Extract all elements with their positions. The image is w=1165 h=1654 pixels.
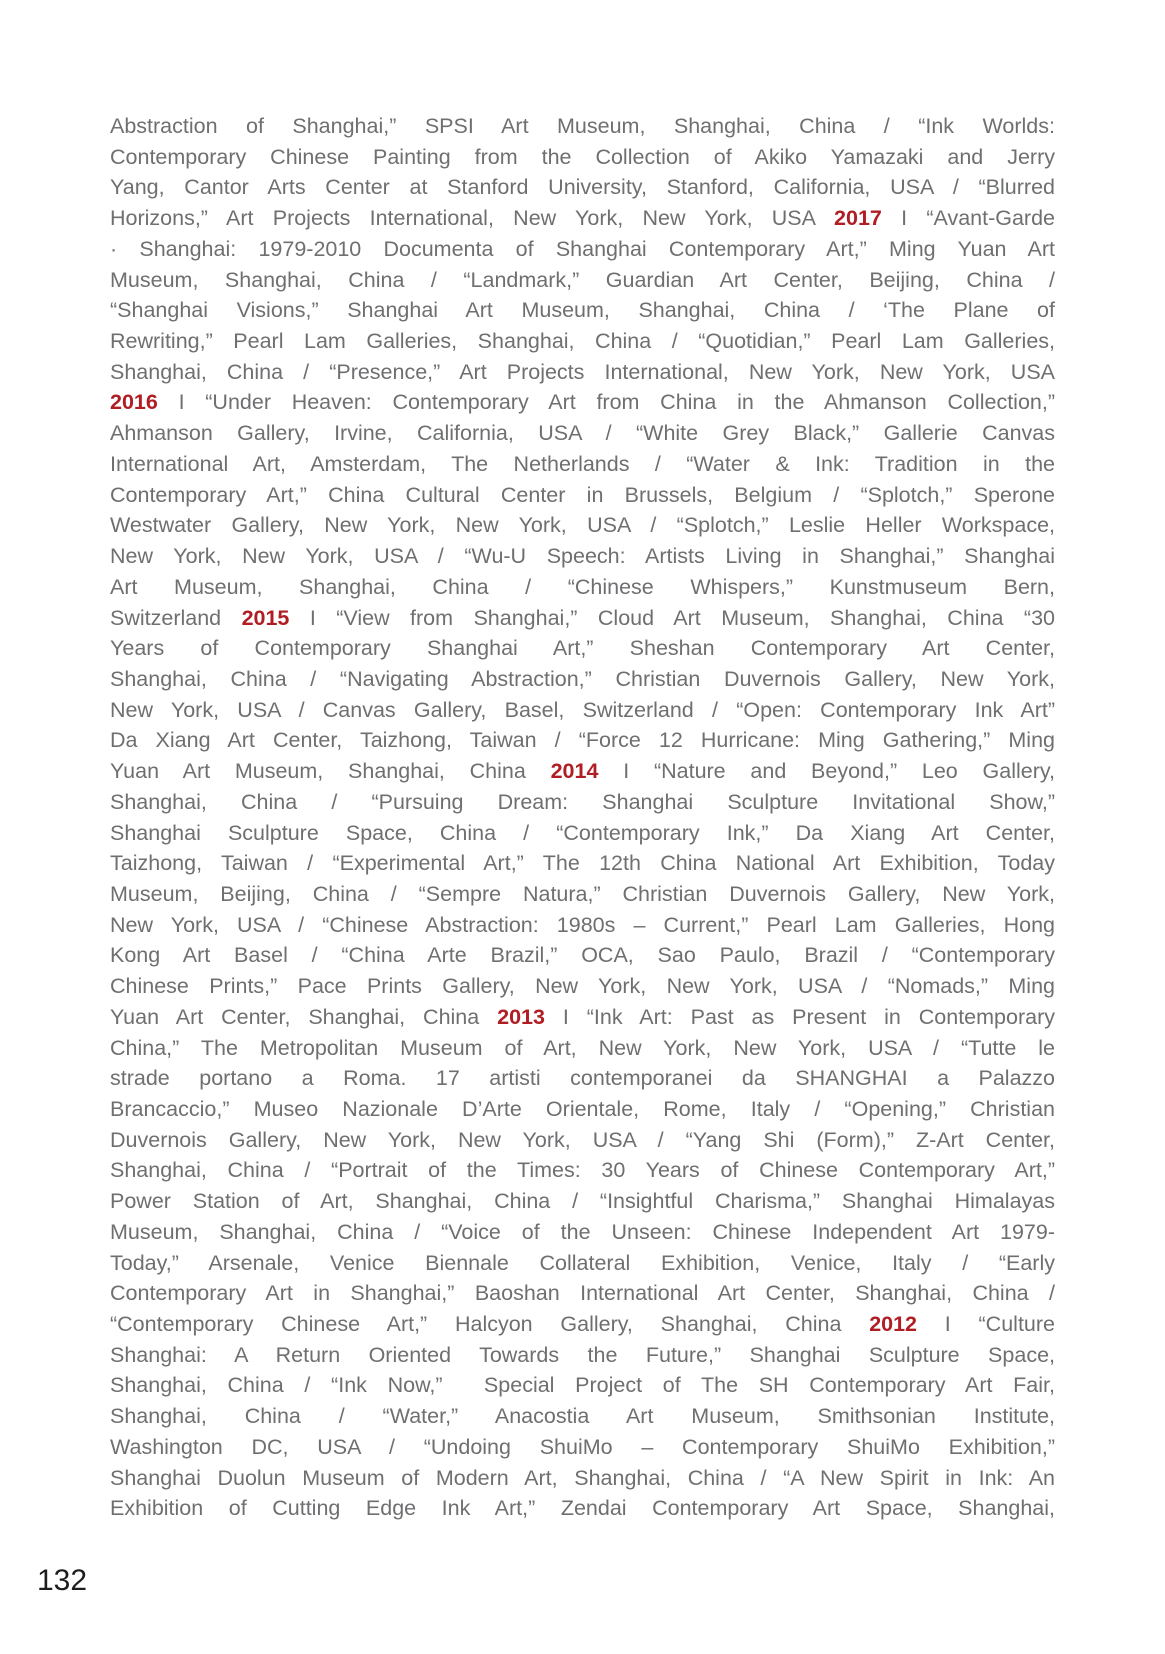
text-segment: Shanghai, China / “Navigating Abstraction,” Christian Duvernois Gallery, New York, <box>110 666 1055 691</box>
text-segment: China,” The Metropolitan Museum of Art, New York, New York, USA / “Tutte le <box>110 1035 1055 1060</box>
text-segment: Yang, Cantor Arts Center at Stanford University, Stanford, California, USA / “Blurred <box>110 175 1055 200</box>
text-segment: “Shanghai Visions,” Shanghai Art Museum, Shanghai, China / ‘The Plane of <box>110 298 1055 323</box>
text-line <box>110 879 1055 910</box>
text-segment: Contemporary Art,” China Cultural Center in Brussels, Belgium / “Splotch,” Sperone <box>110 482 1055 507</box>
text-segment: strade portano a Roma. 17 artisti contemporanei da SHANGHAI a Palazzo <box>110 1066 1055 1091</box>
text-segment: Contemporary Art in Shanghai,” Baoshan International Art Center, Shanghai, China / <box>110 1281 1055 1306</box>
text-line <box>110 510 1055 541</box>
text-line <box>110 695 1055 726</box>
text-line <box>110 541 1055 572</box>
text-segment: · Shanghai: 1979-2010 Documenta of Shanghai Contemporary Art,” Ming Yuan Art <box>110 236 1055 261</box>
text-line <box>110 418 1055 449</box>
year-marker: 2014 <box>550 759 599 784</box>
text-line <box>110 234 1055 265</box>
text-segment: Kong Art Basel / “China Arte Brazil,” OCA, Sao Paulo, Brazil / “Contemporary <box>110 943 1055 968</box>
exhibition-history-text <box>110 111 1055 1524</box>
text-line <box>110 787 1055 818</box>
text-line <box>110 203 1055 234</box>
text-line <box>110 1340 1055 1371</box>
text-line <box>110 1463 1055 1494</box>
text-line <box>110 265 1055 296</box>
text-line <box>110 848 1055 879</box>
text-segment: Exhibition of Cutting Edge Ink Art,” Zendai Contemporary Art Space, Shanghai, <box>110 1496 1055 1521</box>
year-marker: 2012 <box>869 1312 918 1337</box>
text-segment: Westwater Gallery, New York, New York, USA / “Splotch,” Leslie Heller Workspace, <box>110 513 1055 538</box>
text-line <box>110 725 1055 756</box>
text-segment: I “Culture <box>917 1312 1055 1337</box>
text-line <box>110 172 1055 203</box>
text-segment: International Art, Amsterdam, The Netherlands / “Water & Ink: Tradition in the <box>110 451 1055 476</box>
text-line <box>110 971 1055 1002</box>
text-line <box>110 664 1055 695</box>
text-line <box>110 142 1055 173</box>
text-segment: Yuan Art Center, Shanghai, China <box>110 1004 498 1029</box>
text-segment: Switzerland <box>110 605 242 630</box>
text-segment: Museum, Beijing, China / “Sempre Natura,” Christian Duvernois Gallery, New York, <box>110 881 1055 906</box>
text-line <box>110 572 1055 603</box>
text-line <box>110 1309 1055 1340</box>
text-line <box>110 449 1055 480</box>
text-segment: Taizhong, Taiwan / “Experimental Art,” The 12th China National Art Exhibition, Today <box>110 851 1055 876</box>
text-line <box>110 1063 1055 1094</box>
text-segment: Chinese Prints,” Pace Prints Gallery, New York, New York, USA / “Nomads,” Ming <box>110 974 1055 999</box>
text-segment: I “Avant-Garde <box>881 206 1055 231</box>
text-segment: I “Nature and Beyond,” Leo Gallery, <box>598 759 1055 784</box>
text-segment: Yuan Art Museum, Shanghai, China <box>110 759 551 784</box>
text-line <box>110 940 1055 971</box>
text-segment: Shanghai Sculpture Space, China / “Contemporary Ink,” Da Xiang Art Center, <box>110 820 1055 845</box>
text-segment: Shanghai, China / “Portrait of the Times: 30 Years of Chinese Contemporary Art,” <box>110 1158 1055 1183</box>
page-number: 132 <box>37 1564 88 1597</box>
text-line <box>110 910 1055 941</box>
text-line <box>110 603 1055 634</box>
year-marker: 2016 <box>110 390 158 415</box>
text-line <box>110 357 1055 388</box>
text-line <box>110 1401 1055 1432</box>
text-line <box>110 756 1055 787</box>
text-segment: Shanghai: A Return Oriented Towards the Future,” Shanghai Sculpture Space, <box>110 1342 1055 1367</box>
text-segment: Ahmanson Gallery, Irvine, California, USA / “White Grey Black,” Gallerie Canvas <box>110 421 1055 446</box>
text-segment: Today,” Arsenale, Venice Biennale Collateral Exhibition, Venice, Italy / “Early <box>110 1250 1055 1275</box>
text-segment: Abstraction of Shanghai,” SPSI Art Museum, Shanghai, China / “Ink Worlds: <box>110 114 1055 138</box>
text-segment: “Contemporary Chinese Art,” Halcyon Gallery, Shanghai, China <box>110 1312 870 1337</box>
text-segment: Brancaccio,” Museo Nazionale D’Arte Orientale, Rome, Italy / “Opening,” Christian <box>110 1097 1055 1121</box>
text-segment: Contemporary Chinese Painting from the Collection of Akiko Yamazaki and Jerry <box>110 144 1055 169</box>
text-segment: Museum, Shanghai, China / “Landmark,” Guardian Art Center, Beijing, China / <box>110 267 1055 292</box>
year-marker: 2015 <box>241 605 290 630</box>
text-segment: I “Ink Art: Past as Present in Contemporary <box>544 1004 1055 1029</box>
text-line <box>110 1217 1055 1248</box>
text-line <box>110 326 1055 357</box>
text-segment: Years of Contemporary Shanghai Art,” Sheshan Contemporary Art Center, <box>110 636 1055 661</box>
text-line <box>110 1370 1055 1401</box>
text-line <box>110 111 1055 142</box>
text-segment: New York, New York, USA / “Wu-U Speech: Artists Living in Shanghai,” Shanghai <box>110 544 1055 569</box>
year-marker: 2013 <box>497 1004 545 1029</box>
text-line <box>110 1248 1055 1279</box>
text-segment: Shanghai, China / “Pursuing Dream: Shanghai Sculpture Invitational Show,” <box>110 789 1055 814</box>
text-segment: Shanghai Duolun Museum of Modern Art, Shanghai, China / “A New Spirit in Ink: An <box>110 1465 1055 1490</box>
text-line <box>110 1493 1055 1524</box>
text-line <box>110 387 1055 418</box>
text-line <box>110 818 1055 849</box>
text-segment: Shanghai, China / “Presence,” Art Projects International, New York, New York, USA <box>110 359 1055 384</box>
text-line <box>110 1432 1055 1463</box>
text-line <box>110 295 1055 326</box>
text-segment: Rewriting,” Pearl Lam Galleries, Shanghai, China / “Quotidian,” Pearl Lam Galleries, <box>110 329 1055 354</box>
text-segment: Da Xiang Art Center, Taizhong, Taiwan / “Force 12 Hurricane: Ming Gathering,” Ming <box>110 728 1055 753</box>
text-segment: I “View from Shanghai,” Cloud Art Museum, Shanghai, China “30 <box>289 605 1055 630</box>
text-segment: Shanghai, China / “Ink Now,” Special Project of The SH Contemporary Art Fair, <box>110 1373 1055 1398</box>
text-segment: Shanghai, China / “Water,” Anacostia Art Museum, Smithsonian Institute, <box>110 1404 1055 1429</box>
text-segment: Horizons,” Art Projects International, New York, New York, USA <box>110 206 835 231</box>
text-segment: Museum, Shanghai, China / “Voice of the Unseen: Chinese Independent Art 1979- <box>110 1219 1055 1244</box>
text-segment: New York, USA / “Chinese Abstraction: 1980s – Current,” Pearl Lam Galleries, Hong <box>110 912 1055 937</box>
year-marker: 2017 <box>834 206 882 231</box>
text-segment: Art Museum, Shanghai, China / “Chinese Whispers,” Kunstmuseum Bern, <box>110 574 1055 599</box>
text-line <box>110 1186 1055 1217</box>
text-line <box>110 1002 1055 1033</box>
text-line <box>110 1094 1055 1125</box>
text-segment: Washington DC, USA / “Undoing ShuiMo – Contemporary ShuiMo Exhibition,” <box>110 1434 1055 1459</box>
text-segment: New York, USA / Canvas Gallery, Basel, Switzerland / “Open: Contemporary Ink Art” <box>110 697 1055 722</box>
text-line <box>110 480 1055 511</box>
text-segment: I “Under Heaven: Contemporary Art from China in the Ahmanson Collection,” <box>157 390 1055 415</box>
text-segment: Power Station of Art, Shanghai, China / “Insightful Charisma,” Shanghai Himalayas <box>110 1189 1055 1214</box>
text-line <box>110 1125 1055 1156</box>
text-line <box>110 1278 1055 1309</box>
text-line <box>110 1033 1055 1064</box>
text-segment: Duvernois Gallery, New York, New York, USA / “Yang Shi (Form),” Z-Art Center, <box>110 1127 1055 1152</box>
text-line <box>110 633 1055 664</box>
text-line <box>110 1155 1055 1186</box>
